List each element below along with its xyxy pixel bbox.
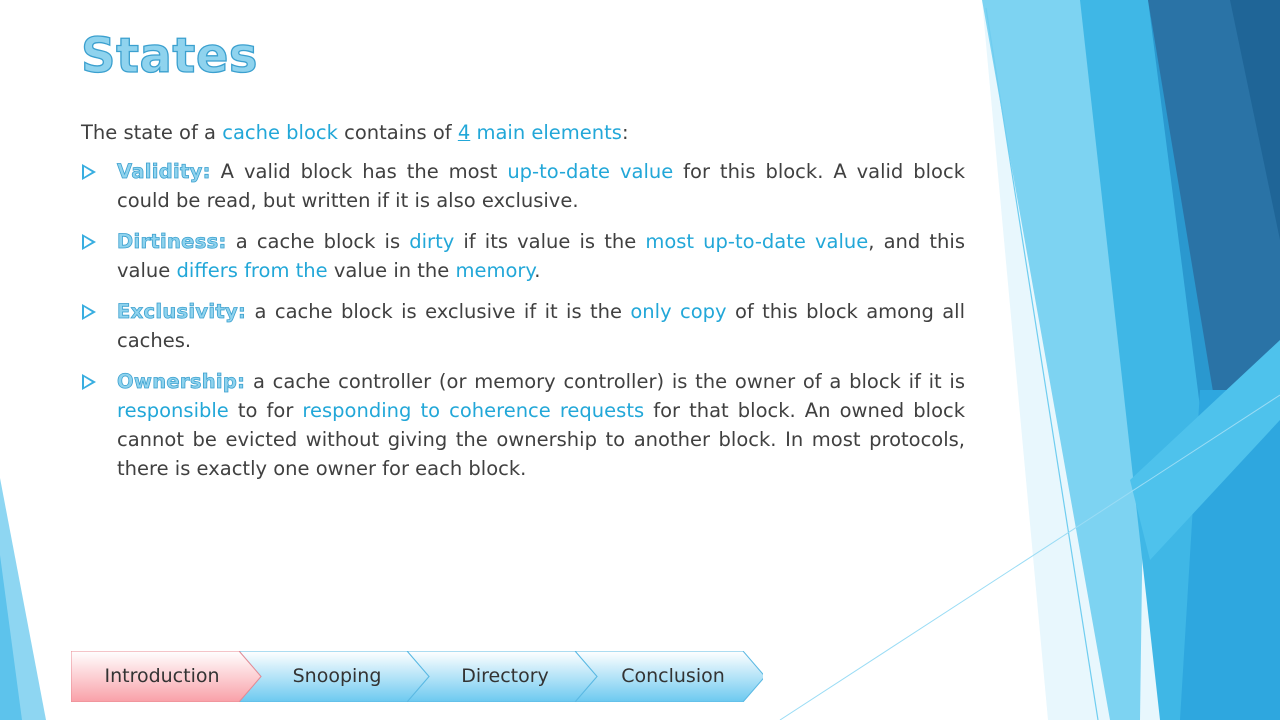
bullet-term: Validity:: [117, 160, 211, 183]
bullet-text: for this block. A valid block could be read, but written if it is also exclusive.: [117, 160, 965, 212]
bullet-list: [81, 157, 965, 483]
bullet-term: Ownership:: [117, 370, 246, 393]
bullet-text: of this block among all caches.: [117, 300, 966, 352]
bullet-text: value in the: [327, 259, 456, 282]
bullet-highlight: responsible: [117, 399, 229, 422]
nav-item-conclusion[interactable]: Conclusion: [621, 665, 725, 687]
bullet-highlight: most up-to-date value: [645, 230, 869, 253]
intro-text: contains of: [337, 121, 458, 144]
intro-highlight-main-elements: main elements: [476, 121, 622, 144]
intro-text: The state of a: [81, 121, 223, 144]
bullet-arrow-icon: [82, 304, 96, 320]
bullet-term: Exclusivity:: [117, 300, 247, 323]
bullet-arrow-icon: [82, 374, 96, 390]
bullet-highlight: responding to coherence requests: [302, 399, 645, 422]
bullet-ownership: [81, 367, 965, 483]
bullet-highlight: differs from the: [176, 259, 328, 282]
bullet-text: to for: [228, 399, 303, 422]
bullet-validity: [81, 157, 965, 215]
bullet-highlight: memory: [455, 259, 535, 282]
bullet-text: a cache block is: [226, 230, 410, 253]
bullet-highlight: only copy: [630, 300, 727, 323]
intro-highlight-count: 4: [457, 121, 471, 144]
bullet-text: for that block. An owned block cannot be evicted without giving the ownership to another block. In most protocols, there is exactly one owner for each block.: [117, 399, 966, 480]
bullet-arrow-icon: [82, 234, 96, 250]
section-nav: [71, 651, 763, 702]
bullet-text: .: [534, 259, 541, 282]
bullet-arrow-icon: [82, 164, 96, 180]
bullet-text: if its value is the: [454, 230, 646, 253]
slide-title: States: [81, 28, 258, 84]
bullet-text: , and this value: [117, 230, 965, 282]
bullet-text: A valid block has the most: [210, 160, 508, 183]
nav-item-introduction[interactable]: Introduction: [104, 665, 220, 687]
nav-item-snooping[interactable]: Snooping: [292, 665, 382, 687]
bullet-text: a cache block is exclusive if it is the: [246, 300, 631, 323]
intro-highlight-cache-block: cache block: [222, 121, 338, 144]
bullet-text: a cache controller (or memory controller) is the owner of a block if it is: [245, 370, 965, 393]
bullet-dirtiness: [81, 227, 965, 285]
bullet-highlight: up-to-date value: [507, 160, 674, 183]
bullet-highlight: dirty: [409, 230, 455, 253]
intro-text: :: [621, 121, 629, 144]
intro-line: [81, 118, 965, 147]
nav-item-directory[interactable]: Directory: [461, 665, 549, 687]
bullet-exclusivity: [81, 297, 965, 355]
bullet-term: Dirtiness:: [117, 230, 227, 253]
slide-content: [81, 118, 965, 495]
